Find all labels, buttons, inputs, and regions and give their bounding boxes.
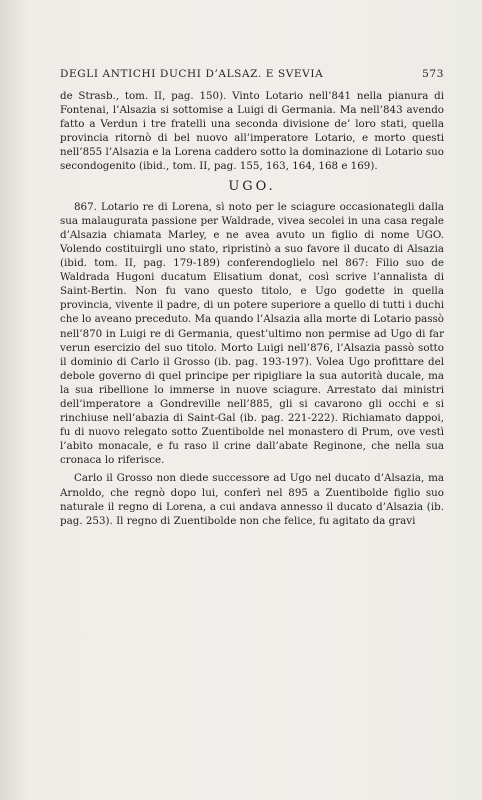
section-title: UGO.	[228, 178, 276, 194]
running-title: DEGLI ANTICHI DUCHI D’ALSAZ. E SVEVIA	[60, 68, 324, 80]
running-header	[60, 68, 444, 80]
paragraph-ugo: 867. Lotario re di Lorena, sì noto per le sciagure occasionategli dalla sua malaugurata passione per Waldrade, vivea secolei in una casa regale d’Alsazia chiamata Marley, e ne avea avuto un figlio di nome UGO. Volendo costituirgli uno stato, ripristinò a suo favore il ducato di Alsazia (ibid. tom. II, pag. 179-189) conferendoglielo nel 867: Filio suo de Waldrada Hugoni ducatum Elisatium donat, così scrive l’annalista di Saint-Bertin. Non fu vano questo titolo, e Ugo godette in quella provincia, vivente il padre, di un potere superiore a quello di tutti i duchi che lo aveano preceduto. Ma quando l’Alsazia alla morte di Lotario passò nell’870 in Luigi re di Germania, quest’ultimo non permise ad Ugo di far verun esercizio del suo titolo. Morto Luigi nell’876, l’Alsazia passò sotto il dominio di Carlo il Grosso (ib. pag. 193-197). Volea Ugo profittare del debole governo di quel principe per ripigliare la sua autorità ducale, ma la sua ribellione lo immerse in nuove sciagure. Arrestato dai ministri dell’imperatore a Gondreville nell’885, gli si cavarono gli occhi e si rinchiuse nell’abazia di Saint-Gal (ib. pag. 221-222). Richiamato dappoi, fu di nuovo relegato sotto Zuentibolde nel monastero di Prum, ove vestì l’abito monacale, e fu raso il crine dall’abate Reginone, che nella sua cronaca lo riferisce.	[60, 200, 444, 467]
page-number: 573	[422, 68, 444, 80]
paragraph-carlo: Carlo il Grosso non diede successore ad Ugo nel ducato d’Alsazia, ma Arnoldo, che regnò dopo lui, conferì nel 895 a Zuentibolde figlio suo naturale il regno di Lorena, a cui andava annesso il ducato d’Alsazia (ib. pag. 253). Il regno di Zuentibolde non che felice, fu agitato da gravi	[60, 472, 444, 527]
body-text	[60, 89, 444, 528]
paragraph-continuation: de Strasb., tom. II, pag. 150). Vinto Lotario nell’841 nella pianura di Fontenai, l’Alsazia si sottomise a Luigi di Germania. Ma nell’843 avendo fatto a Verdun i tre fratelli una seconda divisione de’ loro stati, quella provincia ritornò di bel nuovo all’imperatore Lotario, e morto questi nell’855 l’Alsazia e la Lorena caddero sotto la dominazione di Lotario suo secondogenito (ibid., tom. II, pag. 155, 163, 164, 168 e 169).	[60, 90, 444, 173]
